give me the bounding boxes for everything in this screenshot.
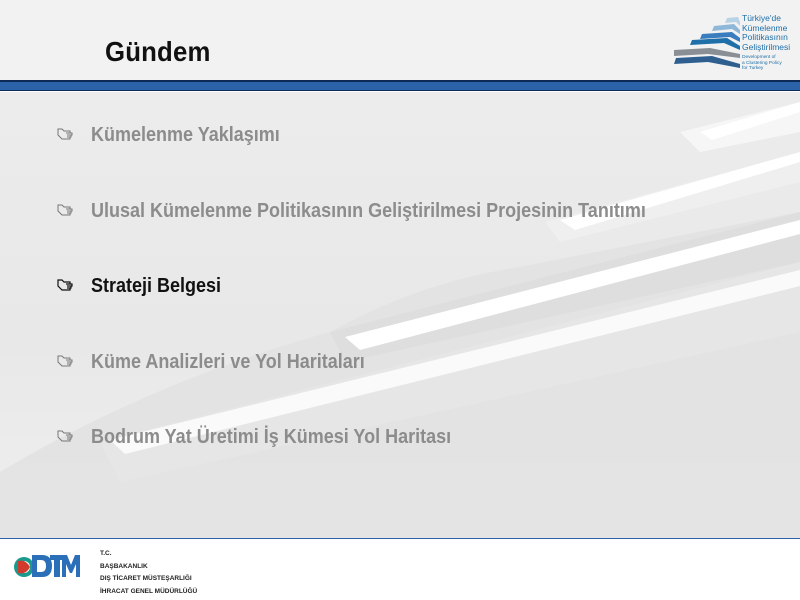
pointing-hand-icon [56,352,76,372]
agenda-item-label: Ulusal Kümelenme Politikasının Geliştirilmesi Projesinin Tanıtımı [91,199,646,222]
pointing-hand-icon [56,276,76,296]
footer-line-text: DIŞ TİCARET MÜSTEŞARLIĞI [100,575,192,582]
pointing-hand-icon [56,427,76,447]
brand-line: Politikasının [742,32,788,42]
pointing-hand-icon [56,125,76,145]
dtm-logo-icon [12,551,82,581]
brand-line: Geliştirilmesi [742,41,791,52]
brand-sub-line: for Turkey [742,66,764,71]
agenda-item-label: Bodrum Yat Üretimi İş Kümesi Yol Haritası [91,425,452,448]
footer-line-text: BAŞBAKANLIK [100,562,148,570]
agenda-item-label: Strateji Belgesi [91,274,222,297]
agenda-item-label: Kümelenme Yaklaşımı [91,123,280,146]
slide-title: Gündem [105,36,211,67]
brand-sub-line: a Clustering Policy [742,60,782,66]
brand-sub-line: Development of [742,55,776,60]
agenda-item[interactable] [56,423,491,451]
pointing-hand-icon [56,201,76,221]
footer-line-text: T.C. [100,550,112,557]
agenda-item-label: Küme Analizleri ve Yol Haritaları [91,350,365,373]
brand-line: Kümelenme [742,22,788,33]
footer-line-text: İHRACAT GENEL MÜDÜRLÜĞÜ [100,587,198,595]
ministry-text [100,548,197,598]
agenda-item[interactable] [56,197,707,225]
brand-line: Türkiye'de [742,13,781,23]
agenda-item-active[interactable] [56,272,236,300]
agenda-item[interactable] [56,121,301,149]
agenda-item[interactable] [56,348,395,376]
